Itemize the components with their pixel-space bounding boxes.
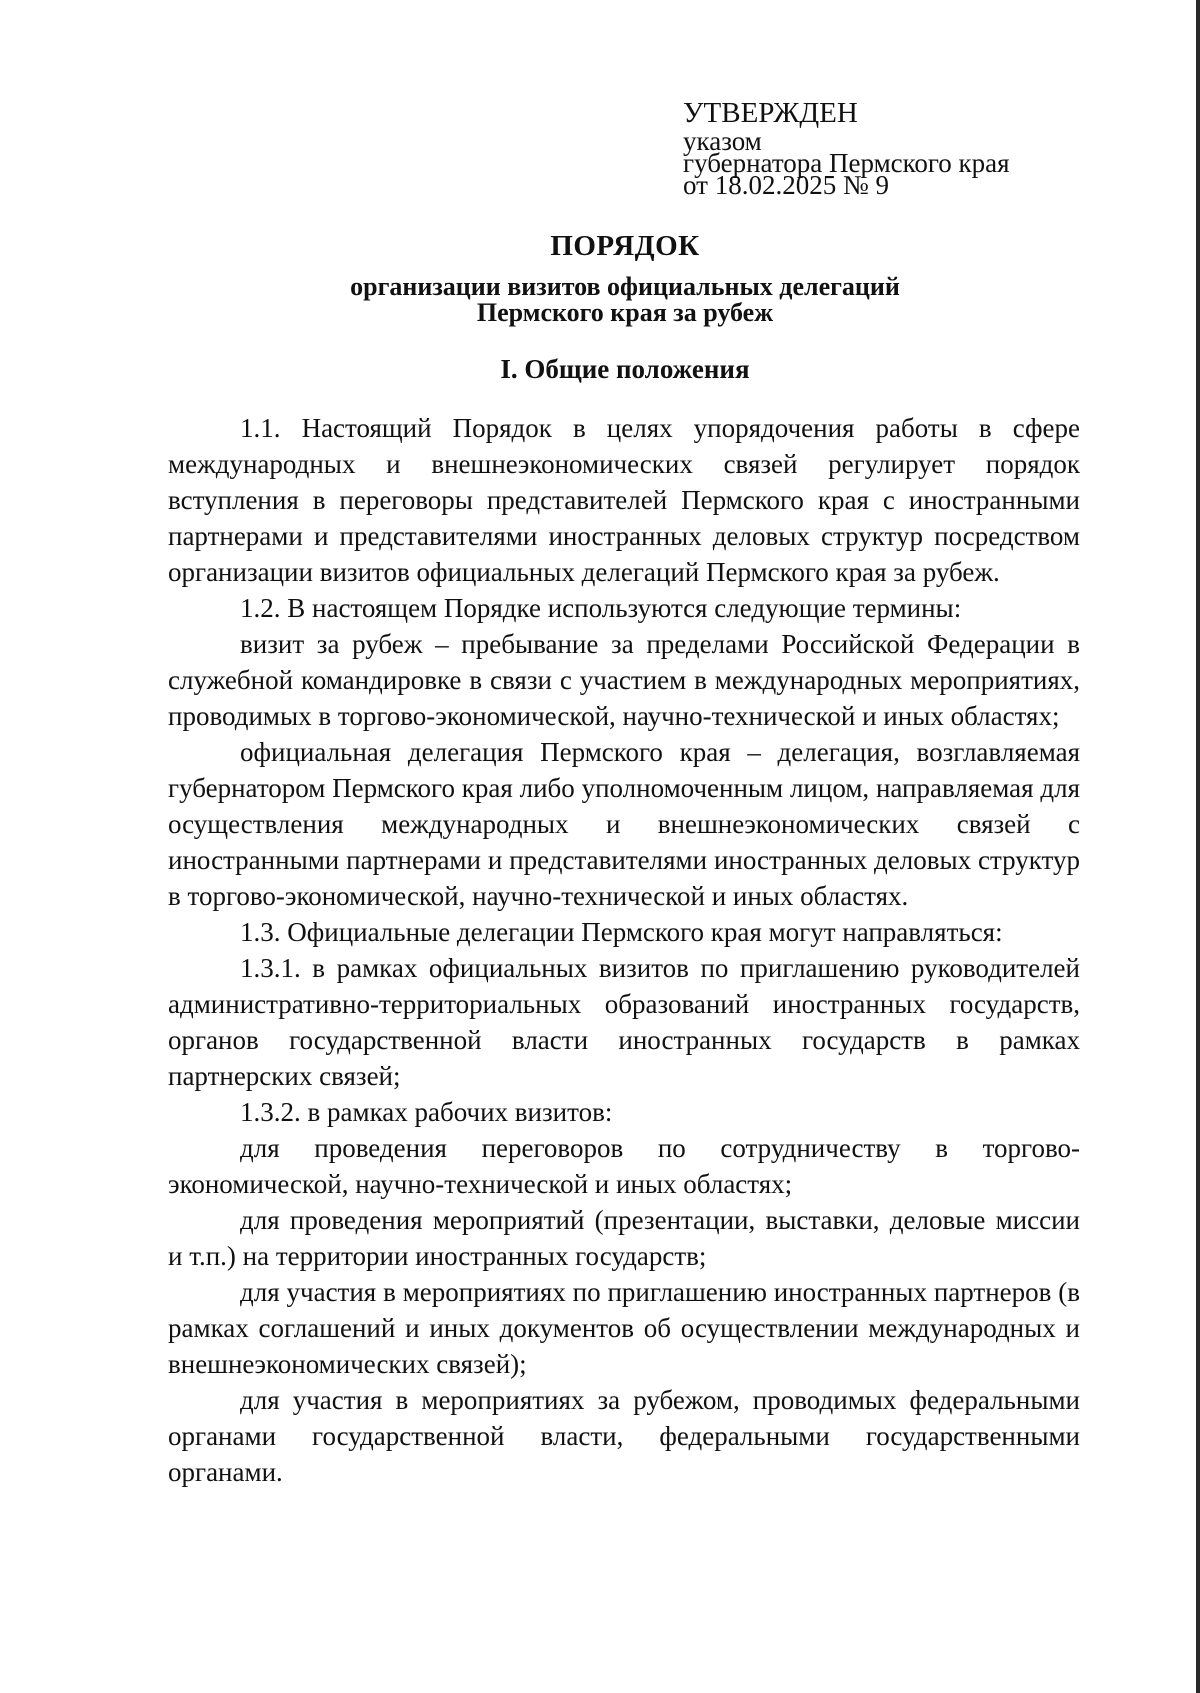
paragraph-1-2: 1.2. В настоящем Порядке используются следующие термины: xyxy=(240,593,962,623)
approval-stamp xyxy=(683,97,1010,200)
document-subtitle-line-2: Пермского края за рубеж xyxy=(476,298,774,327)
document-body xyxy=(168,410,1080,1490)
paragraph-1-3-2: 1.3.2. в рамках рабочих визитов: xyxy=(240,1097,613,1127)
term-visit-abroad: визит за рубеж – пребывание за пределами Российской Федерации в служебной командировке в связи с участием в международных мероприятиях, проводимых в торгово-экономической, научно-технической и иных областях; xyxy=(168,629,1080,731)
document-subtitle xyxy=(0,274,1200,326)
list-item-invitations: для участия в мероприятиях по приглашению иностранных партнеров (в рамках соглашений и иных документов об осуществлении международных и внешнеэкономических связей); xyxy=(168,1277,1080,1379)
approval-line-decree: указом xyxy=(683,126,762,156)
list-item-federal-events: для участия в мероприятиях за рубежом, проводимых федеральными органами государственной власти, федеральными государственными органами. xyxy=(168,1385,1080,1487)
list-item-negotiations: для проведения переговоров по сотрудничеству в торгово-экономической, научно-технической и иных областях; xyxy=(168,1133,1080,1199)
document-title: ПОРЯДОК xyxy=(550,230,700,262)
approval-title: УТВЕРЖДЕН xyxy=(683,97,858,129)
paragraph-1-3-1: 1.3.1. в рамках официальных визитов по приглашению руководителей административно-территориальных образований иностранных государств, органов государственной власти иностранных государств в рамках партнерских связей; xyxy=(168,953,1080,1091)
approval-line-date: от 18.02.2025 № 9 xyxy=(683,170,889,200)
scan-edge-border xyxy=(1196,0,1200,1693)
term-official-delegation: официальная делегация Пермского края – делегация, возглавляемая губернатором Пермского края либо уполномоченным лицом, направляемая для осуществления международных и внешнеэкономических связей с иностранными партнерами и представителями иностранных деловых структур в торгово-экономической, научно-технической и иных областях. xyxy=(168,737,1080,911)
paragraph-1-1: 1.1. Настоящий Порядок в целях упорядочения работы в сфере международных и внешнеэкономических связей регулирует порядок вступления в переговоры представителей Пермского края с иностранными партнерами и представителями иностранных деловых структур посредством организации визитов официальных делегаций Пермского края за рубеж. xyxy=(168,413,1080,587)
document-subtitle-line-1: организации визитов официальных делегаций xyxy=(350,272,900,301)
list-item-events: для проведения мероприятий (презентации, выставки, деловые миссии и т.п.) на территории иностранных государств; xyxy=(168,1205,1080,1271)
section-heading: I. Общие положения xyxy=(500,354,750,384)
approval-line-governor: губернатора Пермского края xyxy=(683,148,1010,178)
paragraph-1-3: 1.3. Официальные делегации Пермского края могут направляться: xyxy=(240,917,1003,947)
